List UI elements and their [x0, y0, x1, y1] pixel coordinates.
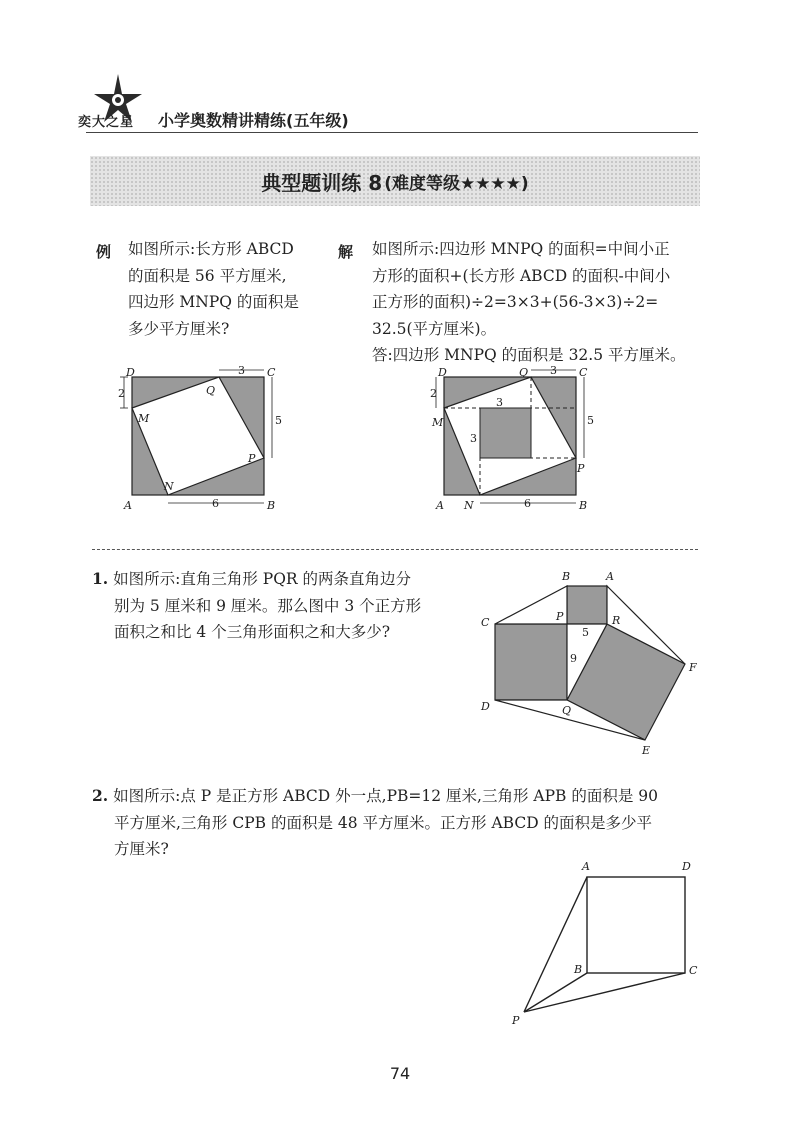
label-p: P — [577, 462, 585, 475]
label-d: D — [438, 366, 447, 379]
section-banner — [90, 156, 700, 206]
example-line: 如图所示:长方形 ABCD — [128, 240, 294, 258]
example-tag: 例 — [96, 243, 112, 261]
label-e: E — [642, 744, 651, 757]
brand-name: 奕大之星 — [78, 115, 135, 130]
solution-tag: 解 — [338, 243, 354, 261]
figure-problem-2 — [500, 852, 710, 1032]
problem-1-line: 如图所示:直角三角形 PQR 的两条直角边分 — [113, 570, 412, 588]
problem-2-line: 平方厘米,三角形 CPB 的面积是 48 平方厘米。正方形 ABCD 的面积是多少平 — [114, 813, 653, 832]
dim-3-left: 3 — [470, 432, 477, 445]
dim-6: 6 — [212, 497, 219, 510]
dim-3-top: 3 — [496, 396, 503, 409]
figure-problem-1 — [470, 562, 710, 762]
dim-9: 9 — [570, 652, 577, 665]
label-b: B — [579, 499, 588, 512]
label-b: B — [574, 963, 583, 976]
example-line: 多少平方厘米? — [128, 319, 230, 338]
label-q: Q — [519, 366, 529, 379]
label-a: A — [582, 860, 590, 873]
label-f: F — [689, 661, 697, 674]
label-d: D — [682, 860, 691, 873]
label-p: P — [512, 1014, 520, 1027]
label-a: A — [606, 570, 614, 583]
problem-1-line: 别为 5 厘米和 9 厘米。那么图中 3 个正方形 — [114, 596, 422, 615]
book-title: 小学奥数精讲精练(五年级) — [158, 111, 349, 130]
label-b: B — [267, 499, 276, 512]
problem-2-number: 2. — [92, 786, 109, 805]
problem-2-text — [92, 783, 658, 863]
dim-5: 5 — [582, 626, 589, 639]
label-p: P — [556, 610, 564, 623]
section-title: 典型题训练 8 — [261, 170, 383, 195]
label-n: N — [164, 480, 174, 493]
label-c: C — [689, 964, 698, 977]
problem-1-text — [92, 566, 421, 646]
dim-2: 2 — [430, 387, 437, 400]
solution-line: 正方形的面积)÷2=3×3+(56-3×3)÷2= — [372, 293, 659, 311]
header-divider — [86, 132, 698, 133]
label-m: M — [138, 412, 150, 425]
dim-2: 2 — [118, 387, 125, 400]
problem-2-line: 方厘米? — [114, 840, 169, 858]
problem-1-line: 面积之和比 4 个三角形面积之和大多少? — [114, 623, 391, 641]
solution-text — [372, 236, 686, 369]
dim-6: 6 — [524, 497, 531, 510]
problem-1-number: 1. — [92, 569, 109, 588]
label-q: Q — [206, 384, 216, 397]
dim-3: 3 — [550, 364, 557, 377]
example-line: 的面积是 56 平方厘米, — [128, 266, 287, 285]
label-n: N — [464, 499, 474, 512]
label-c: C — [579, 366, 588, 379]
label-b: B — [562, 570, 571, 583]
solution-answer: 答:四边形 MNPQ 的面积是 32.5 平方厘米。 — [372, 346, 686, 364]
dim-5: 5 — [275, 414, 282, 427]
label-d: D — [126, 366, 135, 379]
label-c: C — [267, 366, 276, 379]
problem-line — [92, 566, 421, 593]
difficulty-label: (难度等级★★★★) — [384, 173, 529, 194]
label-a: A — [124, 499, 132, 512]
example-text — [128, 236, 299, 342]
label-q: Q — [562, 704, 572, 717]
problem-2-line: 如图所示:点 P 是正方形 ABCD 外一点,PB=12 厘米,三角形 APB 的面积是 90 — [113, 787, 658, 805]
label-d: D — [481, 700, 490, 713]
figure-example — [112, 362, 287, 517]
label-c: C — [481, 616, 490, 629]
problem-line — [92, 783, 658, 810]
label-p: P — [248, 452, 256, 465]
label-m: M — [432, 416, 444, 429]
section-divider — [92, 549, 698, 550]
figure-solution — [424, 362, 599, 517]
page-number: 74 — [389, 1064, 411, 1083]
solution-line: 方形的面积+(长方形 ABCD 的面积-中间小 — [372, 266, 671, 285]
solution-line: 如图所示:四边形 MNPQ 的面积=中间小正 — [372, 240, 670, 258]
solution-line: 32.5(平方厘米)。 — [372, 319, 497, 338]
example-line: 四边形 MNPQ 的面积是 — [128, 293, 299, 311]
dim-3: 3 — [238, 364, 245, 377]
label-a: A — [436, 499, 444, 512]
label-r: R — [612, 614, 621, 627]
dim-5: 5 — [587, 414, 594, 427]
